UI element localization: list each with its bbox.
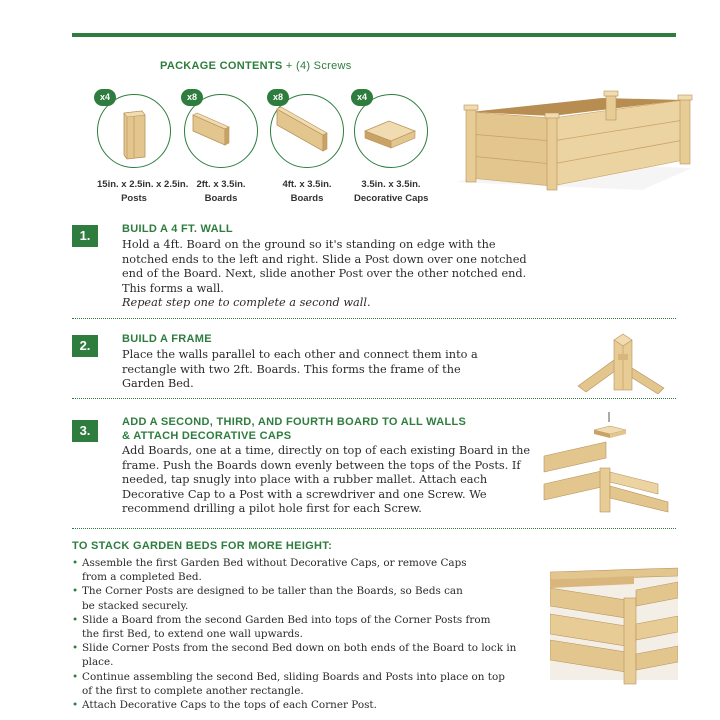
part-posts-caption: 15in. x 2.5in. x 2.5in. Posts: [97, 179, 189, 204]
step-1-body: Hold a 4ft. Board on the ground so it's standing on edge with the notched ends to the left and right. Slide a Post down over one notched end of the Board. Next, slide another Post over the other notched end. This forms a wall. Repeat step one to complete a second wall.: [122, 238, 527, 310]
part-caps-circle: [354, 94, 428, 168]
part-2ft-circle: [184, 94, 258, 168]
part-4ft-caption: 4ft. x 3.5in. Boards: [282, 179, 332, 204]
completed-garden-bed-illustration: [452, 88, 700, 198]
part-4ft-boards: [270, 94, 344, 206]
part-qty-badge: x4: [351, 89, 373, 106]
step-1-number: 1.: [72, 225, 98, 247]
list-item: • Continue assembling the second Bed, sliding Boards and Posts into place on top of the first to complete another rectangle.: [72, 670, 505, 697]
step-divider: [72, 528, 676, 529]
long-board-icon: [271, 95, 343, 167]
frame-corner-illustration: [574, 324, 684, 394]
cap-icon: [355, 95, 427, 167]
step-3-title: ADD A SECOND, THIRD, AND FOURTH BOARD TO ALL WALLS & ATTACH DECORATIVE CAPS: [122, 416, 467, 442]
list-item: • The Corner Posts are designed to be taller than the Boards, so Beds can be stacked securely.: [72, 585, 463, 612]
step-2-number: 2.: [72, 335, 98, 357]
stacked-beds-illustration: [550, 562, 678, 686]
part-2ft-caption: 2ft. x 3.5in. Boards: [196, 179, 246, 204]
part-qty-badge: x8: [181, 89, 203, 106]
step-3-body: Add Boards, one at a time, directly on top of each existing Board in the frame. Push the Boards down evenly between the tops of the Posts. If needed, tap snugly into place with a rubber mallet. Attach each Decorative Cap to a Post with a screwdriver and one Screw. We recommend drilling a pilot hole first for each Screw.: [122, 444, 531, 516]
step-2-body: Place the walls parallel to each other and connect them into a rectangle with two 2ft. Boards. This forms the frame of the Garden Bed.: [122, 348, 478, 391]
part-qty-badge: x8: [267, 89, 289, 106]
part-decorative-caps: [354, 94, 428, 206]
list-item: • Slide a Board from the second Garden Bed into tops of the Corner Posts from the first Bed, to extend one wall upwards.: [72, 613, 491, 641]
post-icon: [98, 95, 170, 167]
part-qty-badge: x4: [94, 89, 116, 106]
step-1-title: BUILD A 4 FT. WALL: [122, 223, 233, 235]
step-divider: [72, 398, 676, 399]
list-item: • Slide Corner Posts from the second Bed down on both ends of the Board to lock in place.: [72, 642, 517, 669]
part-posts-circle: [97, 94, 171, 168]
step-3-number: 3.: [72, 420, 98, 442]
part-2ft-boards: [184, 94, 258, 206]
step-divider: [72, 318, 676, 319]
top-rule: [72, 33, 676, 37]
list-item: • Attach Decorative Caps to the tops of each Corner Post.: [72, 699, 377, 712]
part-posts: [97, 92, 189, 206]
stacked-boards-caps-illustration: [540, 408, 680, 516]
stack-instructions-list: [72, 556, 548, 712]
step-2-title: BUILD A FRAME: [122, 333, 212, 345]
short-board-icon: [185, 95, 257, 167]
part-4ft-circle: [270, 94, 344, 168]
stack-section-title: TO STACK GARDEN BEDS FOR MORE HEIGHT:: [72, 540, 333, 552]
package-contents-title: PACKAGE CONTENTS + (4) Screws: [160, 60, 352, 72]
list-item: • Assemble the first Garden Bed without Decorative Caps, or remove Caps from a completed Bed.: [72, 557, 467, 584]
part-caps-caption: 3.5in. x 3.5in. Decorative Caps: [354, 179, 429, 204]
